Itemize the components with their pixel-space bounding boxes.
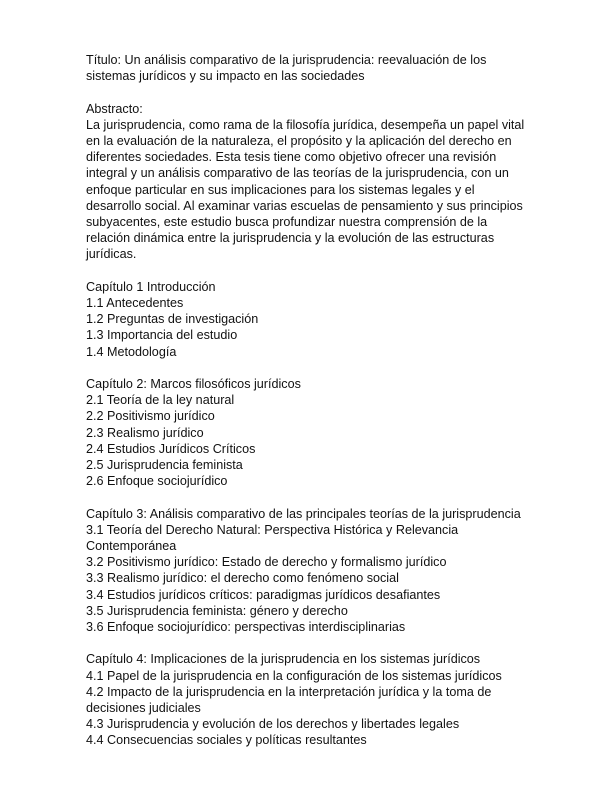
spacer: [86, 263, 526, 279]
toc-item: 3.6 Enfoque sociojurídico: perspectivas interdisciplinarias: [86, 620, 406, 635]
chapter-1: [86, 279, 526, 360]
spacer: [86, 635, 526, 651]
toc-item: 3.2 Positivismo jurídico: Estado de derecho y formalismo jurídico: [86, 555, 447, 570]
toc-item: 2.4 Estudios Jurídicos Críticos: [86, 441, 256, 456]
chapter-heading: Capítulo 4: Implicaciones de la jurisprudencia en los sistemas jurídicos: [86, 652, 481, 667]
toc-item: 3.1 Teoría del Derecho Natural: Perspectiva Histórica y Relevancia Contemporánea: [86, 522, 459, 554]
toc-item: 4.1 Papel de la jurisprudencia en la configuración de los sistemas jurídicos: [86, 668, 502, 683]
toc-item: 2.1 Teoría de la ley natural: [86, 393, 235, 408]
toc-item: 1.2 Preguntas de investigación: [86, 312, 259, 327]
toc-item: 1.3 Importancia del estudio: [86, 328, 238, 343]
abstract-text: La jurisprudencia, como rama de la filosofía jurídica, desempeña un papel vital en la evaluación de la naturaleza, el propósito y la aplicación del derecho en diferentes sociedades. Esta tesis tiene como objetivo ofrecer una revisión integral y un análisis comparativo de las teorías de la jurisprudencia, con un enfoque particular en sus implicaciones para los sistemas legales y el desarrollo social. Al examinar varias escuelas de pensamiento y sus principios subyacentes, este estudio busca profundizar nuestra comprensión de la relación dinámica entre la jurisprudencia y la evolución de las estructuras jurídicas.: [86, 117, 525, 262]
toc-item: 4.4 Consecuencias sociales y políticas resultantes: [86, 733, 367, 748]
spacer: [86, 84, 526, 100]
document-page: [86, 52, 526, 749]
spacer: [86, 489, 526, 505]
abstract-heading: Abstracto:: [86, 101, 143, 116]
chapter-4: [86, 651, 526, 748]
toc-item: 2.5 Jurisprudencia feminista: [86, 458, 243, 473]
chapter-heading: Capítulo 1 Introducción: [86, 279, 216, 294]
document-title: Título: Un análisis comparativo de la jurisprudencia: reevaluación de los sistemas jurídicos y su impacto en las sociedades: [86, 53, 487, 84]
toc-item: 1.1 Antecedentes: [86, 296, 184, 311]
toc-item: 2.2 Positivismo jurídico: [86, 409, 215, 424]
toc-item: 1.4 Metodología: [86, 344, 177, 359]
chapter-2: [86, 376, 526, 489]
toc-item: 2.3 Realismo jurídico: [86, 425, 204, 440]
toc-item: 3.4 Estudios jurídicos críticos: paradigmas jurídicos desafiantes: [86, 587, 441, 602]
spacer: [86, 360, 526, 376]
toc-item: 3.3 Realismo jurídico: el derecho como fenómeno social: [86, 571, 399, 586]
chapter-3: [86, 506, 526, 636]
toc-item: 4.3 Jurisprudencia y evolución de los derechos y libertades legales: [86, 717, 460, 732]
toc-item: 2.6 Enfoque sociojurídico: [86, 474, 228, 489]
chapter-heading: Capítulo 2: Marcos filosóficos jurídicos: [86, 377, 301, 392]
toc-item: 4.2 Impacto de la jurisprudencia en la interpretación jurídica y la toma de decisiones judiciales: [86, 684, 492, 716]
toc-item: 3.5 Jurisprudencia feminista: género y derecho: [86, 603, 348, 618]
chapter-heading: Capítulo 3: Análisis comparativo de las principales teorías de la jurisprudencia: [86, 506, 521, 521]
